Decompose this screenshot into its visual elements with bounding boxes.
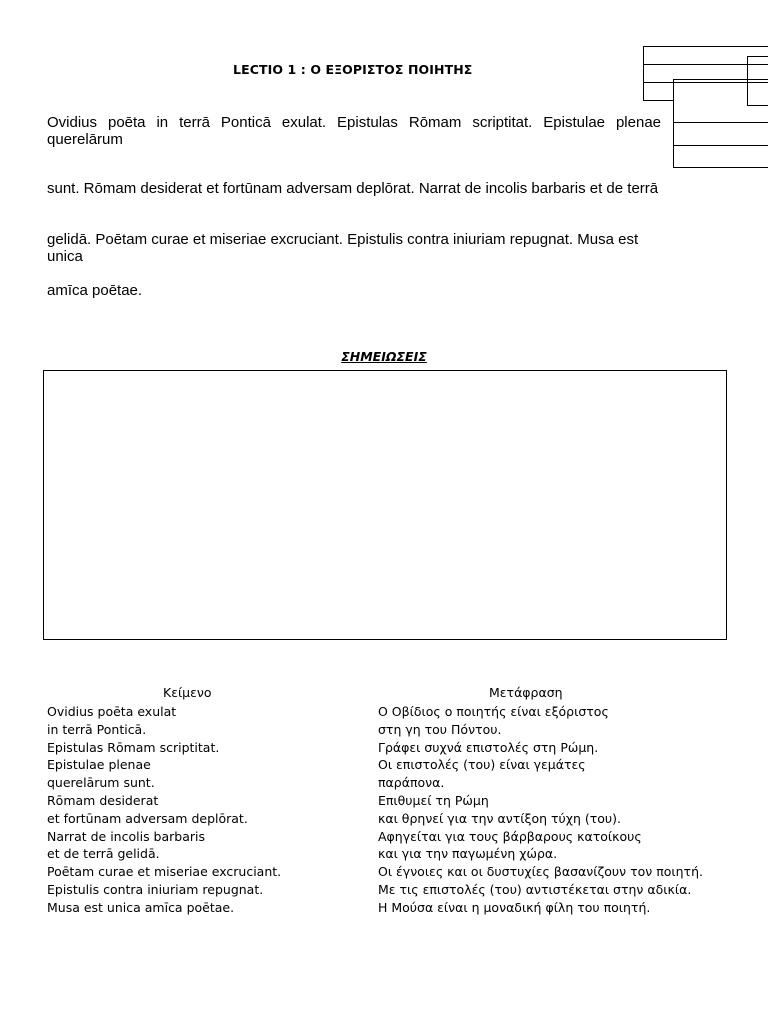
translation-line: Οι επιστολές (του) είναι γεμάτες xyxy=(378,757,586,773)
translation-line: Γράφει συχνά επιστολές στη Ρώμη. xyxy=(378,739,599,755)
latin-text-line: Rōmam desiderat xyxy=(47,792,159,808)
latin-text-line: Epistulas Rōmam scriptitat. xyxy=(47,739,220,755)
notes-box xyxy=(43,370,727,640)
text-column-header: Κείμενο xyxy=(163,685,212,700)
notes-heading: ΣΗΜΕΙΩΣΕΙΣ xyxy=(341,349,427,364)
latin-text-line: Epistulis contra iniuriam repugnat. xyxy=(47,881,264,897)
translation-line: Η Μούσα είναι η μοναδική φίλη του ποιητή. xyxy=(378,899,651,915)
latin-text-column xyxy=(47,703,281,917)
latin-text-line: in terrā Ponticā. xyxy=(47,721,147,737)
latin-text-line: et de terrā gelidā. xyxy=(47,846,160,862)
translation-line: και θρηνεί για την αντίξοη τύχη (του). xyxy=(378,810,621,826)
translation-column-header: Μετάφραση xyxy=(489,685,563,700)
translation-line: στη γη του Πόντου. xyxy=(378,721,502,737)
latin-text-line: Narrat de incolis barbaris xyxy=(47,828,206,844)
translation-line: Με τις επιστολές (του) αντιστέκεται στην αδικία. xyxy=(378,881,692,897)
page-title: LECTIO 1 : Ο ΕΞΟΡΙΣΤΟΣ ΠΟΙΗΤΗΣ xyxy=(233,62,473,77)
translation-line: παράπονα. xyxy=(378,775,445,791)
latin-paragraph-line-1: Ovidius poēta in terrā Ponticā exulat. Epistulas Rōmam scriptitat. Epistulae plenae querelārum xyxy=(47,114,661,148)
latin-paragraph-line-3: gelidā. Poētam curae et miseriae excruciant. Epistulis contra iniuriam repugnat. Musa est unica xyxy=(47,231,639,265)
latin-text-line: Epistulae plenae xyxy=(47,757,151,773)
latin-paragraph-line-4: amīca poētae. xyxy=(47,282,143,299)
translation-line: Οι έγνοιες και οι δυστυχίες βασανίζουν τον ποιητή. xyxy=(378,864,703,880)
translation-line: και για την παγωμένη χώρα. xyxy=(378,846,558,862)
translation-column xyxy=(378,703,703,917)
translation-line: Ο Οβίδιος ο ποιητής είναι εξόριστος xyxy=(378,704,609,719)
latin-paragraph-line-2: sunt. Rōmam desiderat et fortūnam adversam deplōrat. Narrat de incolis barbaris et de terrā xyxy=(47,180,659,197)
translation-line: Αφηγείται για τους βάρβαρους κατοίκους xyxy=(378,828,642,844)
latin-text-line: querelārum sunt. xyxy=(47,775,155,791)
latin-text-line: Ovidius poēta exulat xyxy=(47,704,177,719)
latin-text-line: Musa est unica amīca poētae. xyxy=(47,899,235,915)
latin-text-line: et fortūnam adversam deplōrat. xyxy=(47,810,248,826)
translation-line: Επιθυμεί τη Ρώμη xyxy=(378,792,489,808)
latin-text-line: Poētam curae et miseriae excruciant. xyxy=(47,864,282,880)
